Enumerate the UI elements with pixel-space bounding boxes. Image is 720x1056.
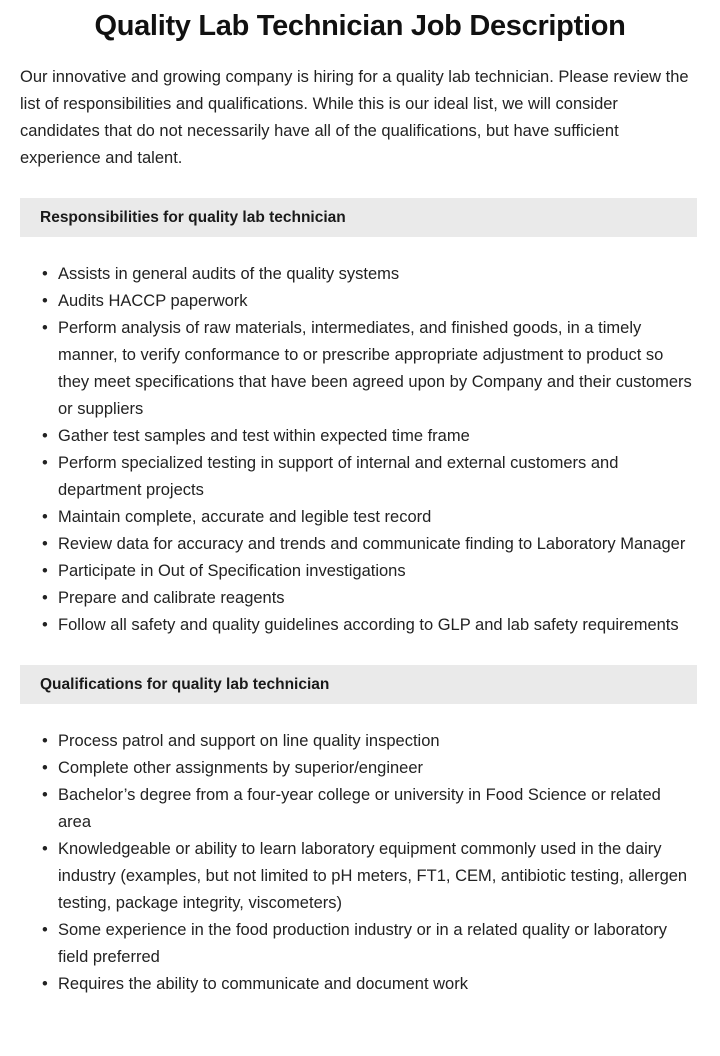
list-item-text: Follow all safety and quality guidelines according to GLP and lab safety requirements (58, 616, 679, 634)
list-item (0, 423, 720, 450)
bullet-icon: • (42, 427, 48, 445)
list-item-text: Knowledgeable or ability to learn laboratory equipment commonly used in the dairy industry (examples, but not limited to pH meters, FT1, CEM, antibiotic testing, allergen testing, package integrity, viscometers) (58, 840, 688, 912)
bullet-list (0, 237, 720, 639)
list-item (0, 728, 720, 755)
bullet-icon: • (42, 454, 48, 472)
bullet-icon: • (42, 732, 48, 750)
list-item (0, 531, 720, 558)
list-item (0, 782, 720, 836)
intro-paragraph: Our innovative and growing company is hiring for a quality lab technician. Please review the list of responsibilities and qualifications. While this is our ideal list, we will consider candidates that do not necessarily have all of the qualifications, but have sufficient experience and talent. (20, 68, 689, 167)
bullet-icon: • (42, 535, 48, 553)
list-item-text: Complete other assignments by superior/engineer (58, 759, 424, 777)
section-heading: Responsibilities for quality lab technician (20, 198, 697, 237)
section-heading: Qualifications for quality lab technician (20, 665, 697, 704)
list-item-text: Perform specialized testing in support of internal and external customers and department projects (58, 454, 619, 499)
page-title: Quality Lab Technician Job Description (94, 10, 626, 42)
list-item-text: Perform analysis of raw materials, intermediates, and finished goods, in a timely manner, to verify conformance to or prescribe appropriate adjustment to product so they meet specifications that have been agreed upon by Company and their customers or suppliers (58, 319, 692, 418)
bullet-icon: • (42, 292, 48, 310)
list-item-text: Participate in Out of Specification investigations (58, 562, 406, 580)
section (0, 198, 720, 639)
list-item (0, 288, 720, 315)
list-item (0, 755, 720, 782)
bullet-icon: • (42, 265, 48, 283)
list-item-text: Maintain complete, accurate and legible test record (58, 508, 432, 526)
bullet-icon: • (42, 975, 48, 993)
list-item (0, 971, 720, 998)
list-item (0, 917, 720, 971)
list-item (0, 315, 720, 423)
list-item-text: Requires the ability to communicate and document work (58, 975, 468, 993)
list-item-text: Prepare and calibrate reagents (58, 589, 285, 607)
list-item (0, 558, 720, 585)
bullet-icon: • (42, 508, 48, 526)
bullet-icon: • (42, 786, 48, 804)
bullet-icon: • (42, 616, 48, 634)
sections-container (0, 198, 720, 998)
bullet-icon: • (42, 921, 48, 939)
list-item-text: Review data for accuracy and trends and communicate finding to Laboratory Manager (58, 535, 686, 553)
list-item (0, 836, 720, 917)
list-item-text: Some experience in the food production industry or in a related quality or laboratory field preferred (58, 921, 668, 966)
bullet-icon: • (42, 759, 48, 777)
list-item (0, 261, 720, 288)
bullet-icon: • (42, 589, 48, 607)
bullet-icon: • (42, 319, 48, 337)
list-item-text: Bachelor’s degree from a four-year college or university in Food Science or related area (58, 786, 661, 831)
list-item-text: Gather test samples and test within expected time frame (58, 427, 470, 445)
list-item (0, 585, 720, 612)
list-item-text: Audits HACCP paperwork (58, 292, 248, 310)
list-item (0, 504, 720, 531)
bullet-icon: • (42, 840, 48, 858)
list-item (0, 612, 720, 639)
section (0, 665, 720, 998)
bullet-icon: • (42, 562, 48, 580)
list-item (0, 450, 720, 504)
list-item-text: Process patrol and support on line quality inspection (58, 732, 440, 750)
list-item-text: Assists in general audits of the quality systems (58, 265, 400, 283)
bullet-list (0, 704, 720, 998)
